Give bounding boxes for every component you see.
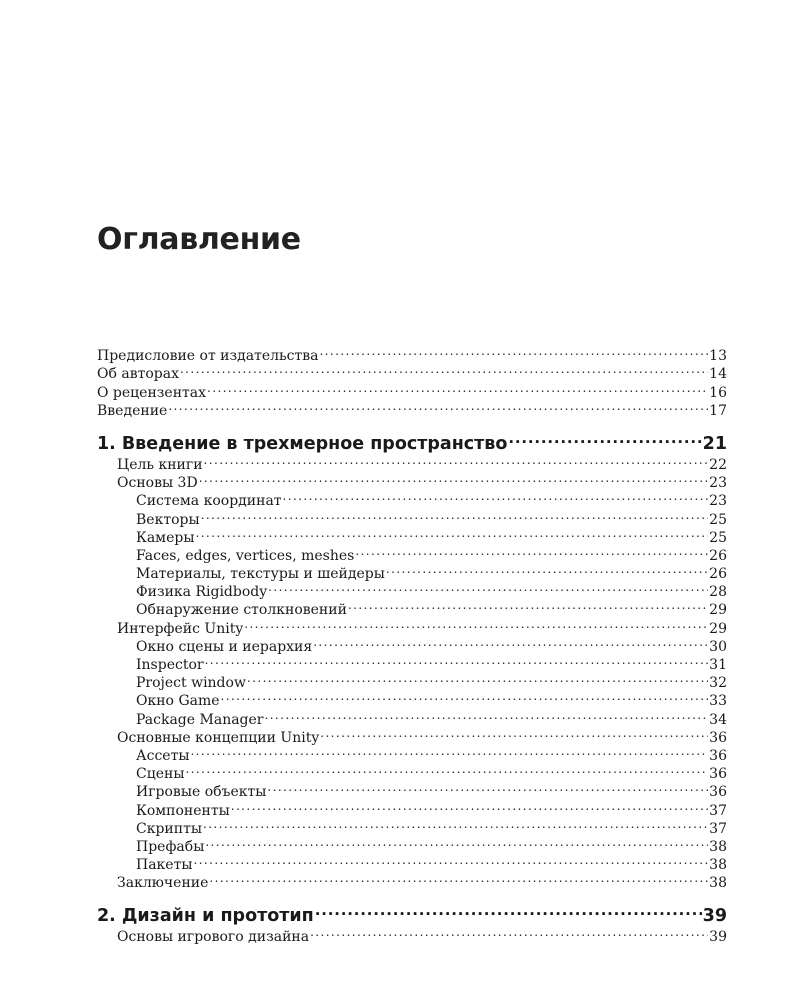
toc-entry-title: Физика Rigidbody <box>136 584 268 601</box>
toc-entry-introduction <box>97 397 727 419</box>
toc-entry-title: Основы 3D <box>117 475 198 492</box>
dot-leader <box>205 833 708 851</box>
toc-entry-title: Система координат <box>136 493 282 510</box>
dot-leader <box>313 633 708 651</box>
toc-entry-page: 33 <box>709 693 727 710</box>
toc-entry-page: 32 <box>709 675 727 692</box>
toc-entry-title: Игровые объекты <box>136 784 267 801</box>
toc-entry-page: 25 <box>709 511 727 528</box>
toc-entry-title: Основные концепции Unity <box>117 729 320 746</box>
toc-entry <box>97 742 727 764</box>
dot-leader <box>355 542 708 560</box>
dot-leader <box>244 614 708 632</box>
toc-entry-page: 37 <box>709 802 727 819</box>
toc-entry-page: 23 <box>709 475 727 492</box>
toc-entry <box>97 760 727 783</box>
dot-leader <box>168 397 708 415</box>
dot-leader <box>201 505 709 523</box>
toc-entry-page: 22 <box>709 456 727 473</box>
toc-entry-preface <box>97 342 727 365</box>
toc-entry-page: 36 <box>709 729 727 746</box>
toc-entry-page: 29 <box>709 602 727 619</box>
toc-entry-title: Камеры <box>136 529 195 546</box>
toc-entry-title: Заключение <box>117 875 209 892</box>
table-of-contents <box>97 342 727 946</box>
toc-chapter-2 <box>97 897 727 927</box>
toc-entry-title: Цель книги <box>117 456 203 473</box>
dot-leader <box>199 469 708 487</box>
dot-leader <box>203 815 708 833</box>
toc-entry-page: 36 <box>709 747 727 764</box>
dot-leader <box>231 796 708 814</box>
dot-leader <box>185 760 708 778</box>
toc-entry-title: Материалы, текстуры и шейдеры <box>136 566 385 583</box>
dot-leader <box>205 651 709 669</box>
dot-leader <box>247 669 708 687</box>
toc-entry-page: 39 <box>709 929 727 946</box>
toc-entry-page: 26 <box>709 547 727 564</box>
dot-leader <box>283 487 709 505</box>
dot-leader <box>508 425 701 449</box>
dot-leader <box>209 869 708 887</box>
dot-leader <box>195 524 708 542</box>
dot-leader <box>319 342 708 360</box>
dot-leader <box>193 851 708 869</box>
dot-leader <box>348 596 708 614</box>
dot-leader <box>180 360 708 378</box>
toc-entry-page: 38 <box>709 838 727 855</box>
chapter-page: 39 <box>702 906 727 927</box>
toc-entry-title: Окно сцены и иерархия <box>136 638 313 655</box>
page-title: Оглавление <box>97 222 301 257</box>
toc-entry-page: 30 <box>709 638 727 655</box>
toc-entry-title: Обнаружение столкновений <box>136 602 347 619</box>
chapter-title: Дизайн и прототип <box>121 906 314 927</box>
toc-entry-title: Основы игрового дизайна <box>117 929 310 946</box>
toc-entry-page: 31 <box>709 657 727 673</box>
toc-entry-authors <box>97 360 727 383</box>
toc-entry-title: Faces, edges, vertices, meshes <box>136 547 355 564</box>
dot-leader <box>315 897 702 921</box>
toc-entry-page: 23 <box>709 493 727 510</box>
toc-entry-title: Inspector <box>136 657 204 673</box>
toc-entry-title: Предисловие от издательства <box>97 348 319 365</box>
toc-entry-page: 36 <box>709 766 727 783</box>
dot-leader <box>268 578 708 596</box>
toc-entry-page: 16 <box>709 384 727 401</box>
toc-entry-title: Окно Game <box>136 693 220 710</box>
toc-entry-title: Компоненты <box>136 802 230 819</box>
dot-leader <box>207 378 708 396</box>
toc-entry-title: Пакеты <box>136 857 193 874</box>
toc-entry-title: Введение <box>97 402 168 419</box>
dot-leader <box>320 724 708 742</box>
toc-entry-page: 29 <box>709 620 727 637</box>
toc-entry-title: Векторы <box>136 511 200 528</box>
toc-entry-title: Ассеты <box>136 747 190 764</box>
dot-leader <box>310 923 708 941</box>
toc-entry-page: 36 <box>709 784 727 801</box>
toc-entry-title: Скрипты <box>136 820 202 837</box>
chapter-title: Введение в трехмерное пространство <box>121 433 508 454</box>
chapter-page: 21 <box>702 433 727 454</box>
toc-entry-page: 37 <box>709 820 727 837</box>
dot-leader <box>221 687 709 705</box>
dot-leader <box>190 742 708 760</box>
chapter-number: 1. <box>97 433 116 454</box>
toc-chapter-1 <box>97 425 727 454</box>
toc-entry-reviewers <box>97 378 727 401</box>
toc-entry-page: 34 <box>709 711 727 728</box>
dot-leader <box>386 560 708 578</box>
toc-entry-page: 38 <box>709 875 727 892</box>
toc-entry-title: Префабы <box>136 838 205 855</box>
toc-entry-page: 25 <box>709 529 727 546</box>
dot-leader <box>204 451 709 469</box>
toc-entry-title: Project window <box>136 675 246 692</box>
toc-entry-page: 13 <box>709 348 727 365</box>
toc-entry-title: Об авторах <box>97 366 179 383</box>
toc-entry-page: 38 <box>709 857 727 874</box>
toc-entry-title: О рецензентах <box>97 384 207 401</box>
toc-entry-page: 26 <box>709 566 727 583</box>
toc-entry-title: Сцены <box>136 766 185 783</box>
toc-entry-page: 28 <box>709 584 727 601</box>
toc-entry-title: Интерфейс Unity <box>117 620 244 637</box>
dot-leader <box>265 705 709 723</box>
toc-entry <box>97 778 727 801</box>
dot-leader <box>267 778 708 796</box>
toc-entry-title: Package Manager <box>136 711 264 728</box>
toc-entry-page: 17 <box>709 402 727 419</box>
chapter-number: 2. <box>97 906 116 927</box>
toc-entry-page: 14 <box>709 366 727 383</box>
